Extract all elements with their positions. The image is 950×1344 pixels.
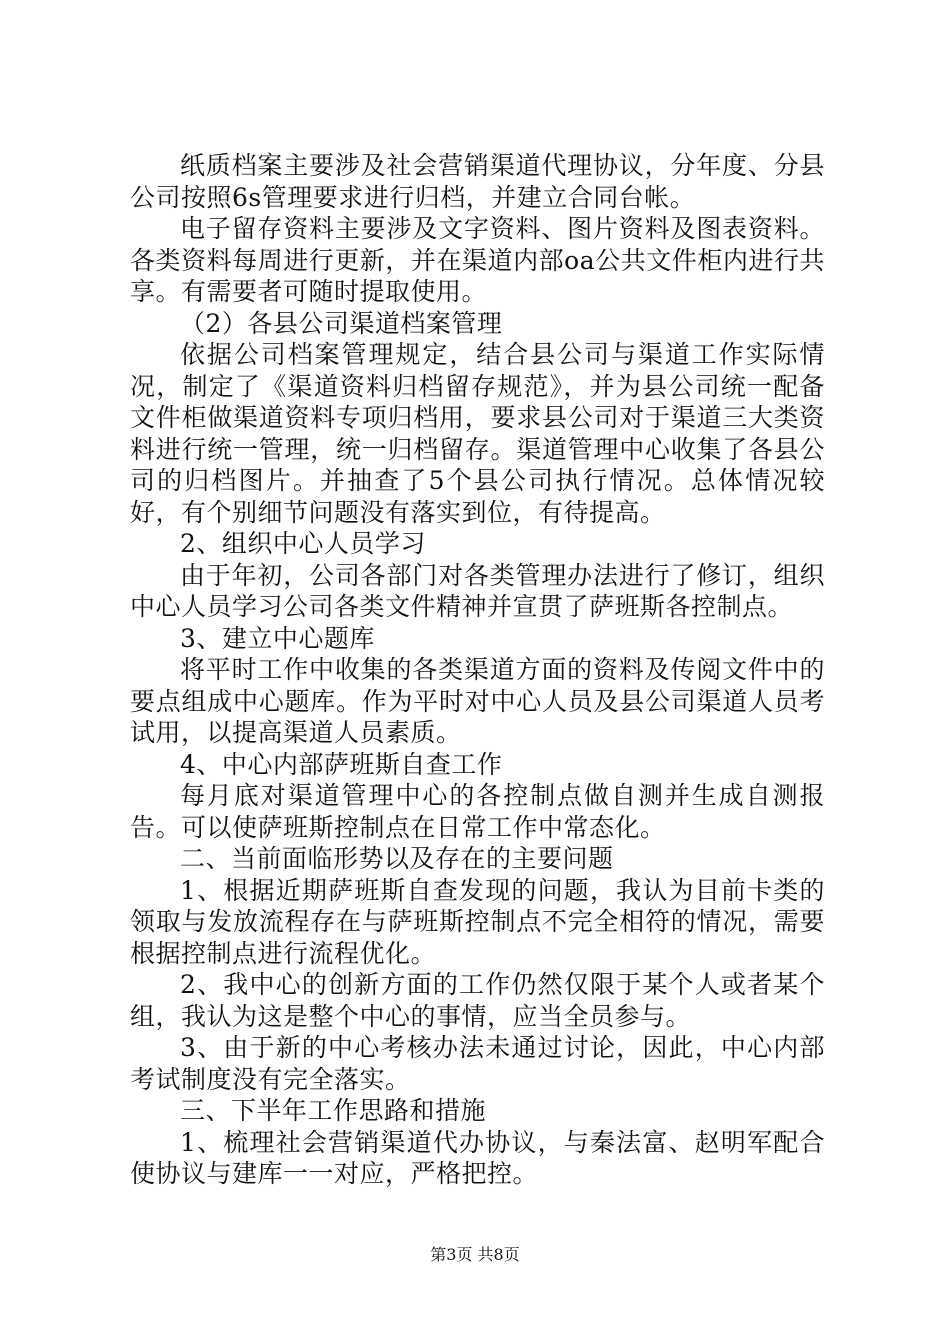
paragraph-problem-2: 2、我中心的创新方面的工作仍然仅限于某个人或者某个组，我认为这是整个中心的事情，应当全员参与。 [130,970,825,1031]
subheading-sox-self-check: 4、中心内部萨班斯自查工作 [180,749,503,779]
paragraph-county-archives: 依据公司档案管理规定，结合县公司与渠道工作实际情况，制定了《渠道资料归档留存规范》，并为县公司统一配备文件柜做渠道资料专项归档用，要求县公司对于渠道三大类资料进行统一管理，统一归档留存。渠道管理中心收集了各县公司的归档图片。并抽查了5个县公司执行情况。总体情况较好，有个别细节问题没有落实到位，有待提高。 [130,340,825,527]
section-heading-problems: 二、当前面临形势以及存在的主要问题 [180,844,614,873]
paragraph-electronic-archives: 电子留存资料主要涉及文字资料、图片资料及图表资料。各类资料每周进行更新，并在渠道内部oa公共文件柜内进行共享。有需要者可随时提取使用。 [130,214,825,306]
subheading-county-archives: （2）各县公司渠道档案管理 [180,308,503,338]
document-body [130,150,825,1190]
paragraph-sox-self-check: 每月底对渠道管理中心的各控制点做自测并生成自测报告。可以使萨班斯控制点在日常工作中常态化。 [130,781,825,842]
paragraph-question-bank: 将平时工作中收集的各类渠道方面的资料及传阅文件中的要点组成中心题库。作为平时对中心人员及县公司渠道人员考试用，以提高渠道人员素质。 [130,655,825,747]
section-heading-plans: 三、下半年工作思路和措施 [180,1096,487,1125]
paragraph-staff-learning: 由于年初，公司各部门对各类管理办法进行了修订，组织中心人员学习公司各类文件精神并宣贯了萨班斯各控制点。 [130,560,825,621]
paragraph-paper-archives: 纸质档案主要涉及社会营销渠道代理协议，分年度、分县公司按照6s管理要求进行归档，并建立合同台帐。 [130,151,825,212]
subheading-staff-learning: 2、组织中心人员学习 [180,529,426,558]
page-footer: 第3页 共8页 [430,1245,520,1264]
paragraph-problem-3: 3、由于新的中心考核办法未通过讨论，因此，中心内部考试制度没有完全落实。 [130,1033,825,1094]
paragraph-problem-1: 1、根据近期萨班斯自查发现的问题，我认为目前卡类的领取与发放流程存在与萨班斯控制点不完全相符的情况，需要根据控制点进行流程优化。 [130,875,825,968]
subheading-question-bank: 3、建立中心题库 [180,623,375,653]
paragraph-plan-1: 1、梳理社会营销渠道代办协议，与秦法富、赵明军配合使协议与建库一一对应，严格把控。 [130,1127,825,1188]
